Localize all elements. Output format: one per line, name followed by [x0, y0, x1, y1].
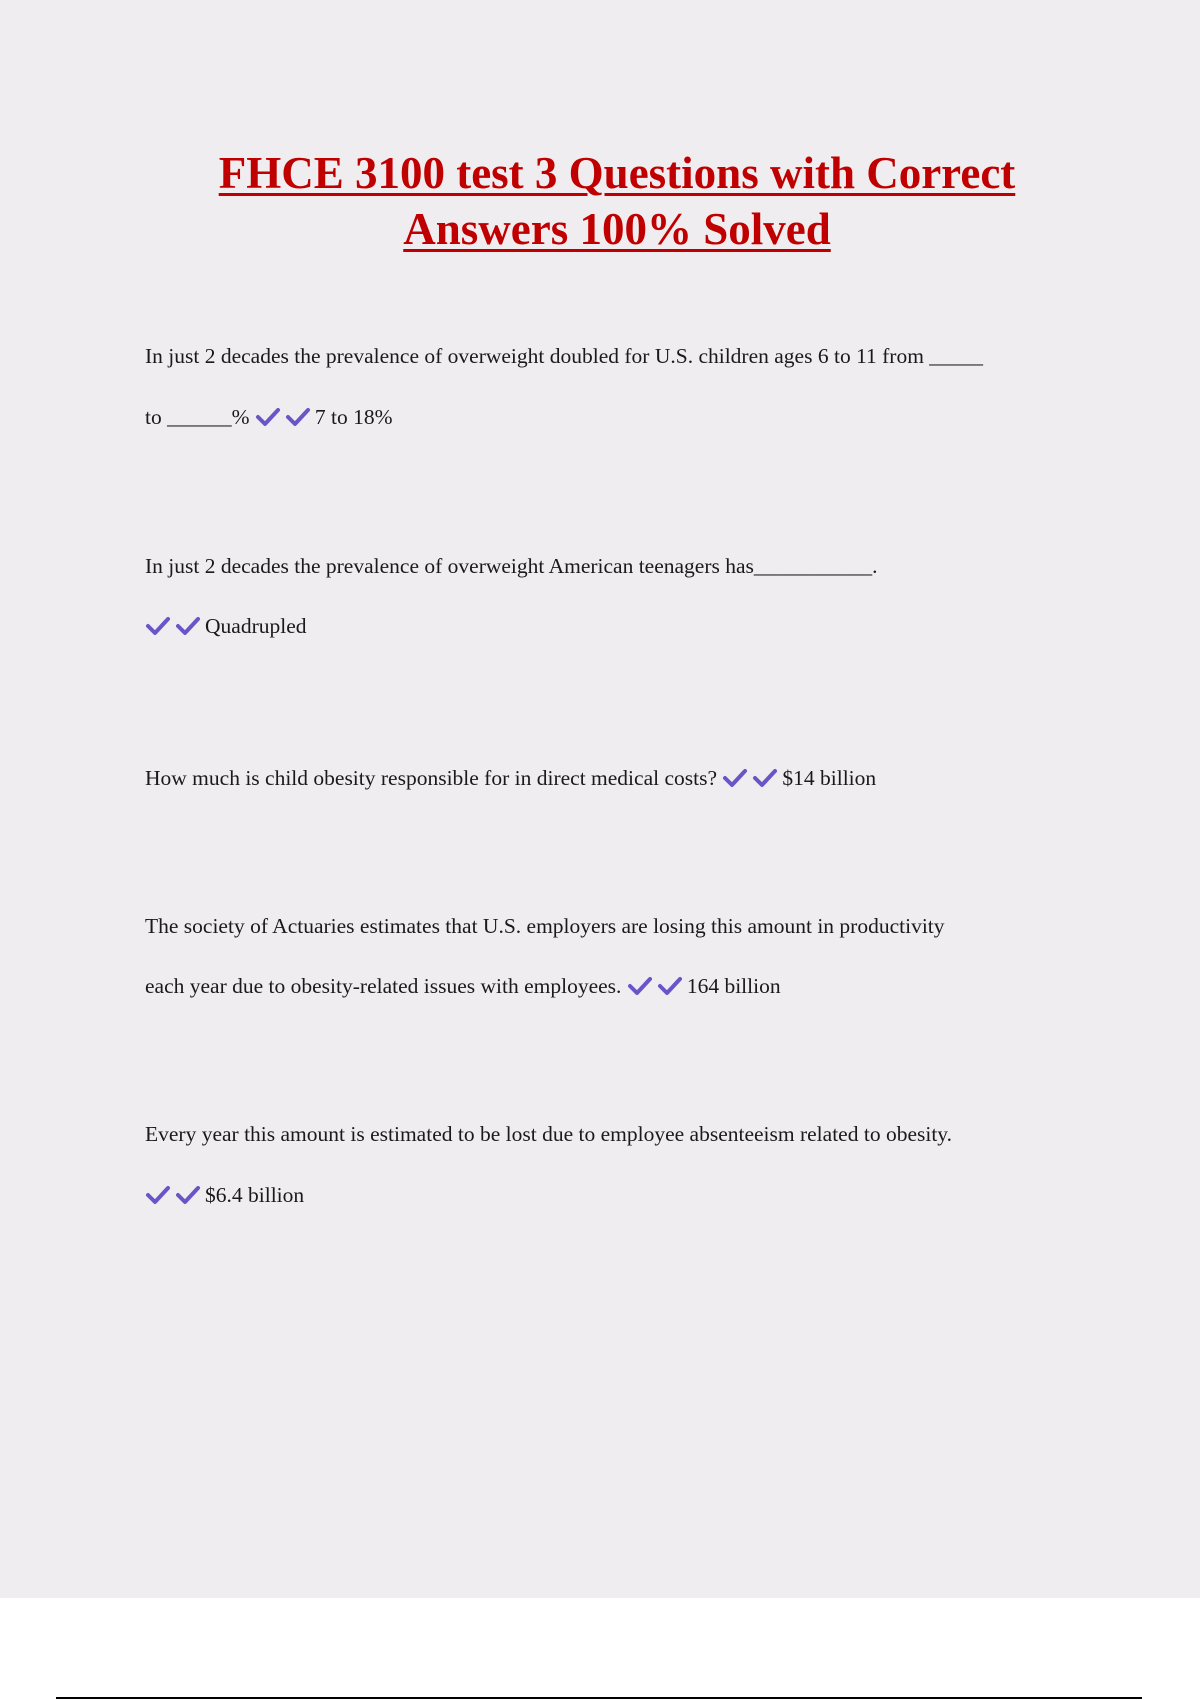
question-3-line — [145, 766, 876, 791]
checkmark-icon — [752, 766, 782, 788]
footer-divider — [56, 1697, 1142, 1699]
question-2-text: In just 2 decades the prevalence of overweight American teenagers has___________. — [145, 554, 878, 578]
checkmark-icon — [285, 405, 315, 427]
checkmark-icon — [627, 974, 657, 996]
question-4-text-cont: each year due to obesity-related issues with employees. — [145, 974, 622, 998]
checkmark-icon — [175, 614, 205, 636]
question-1-text-cont: to ______% — [145, 405, 250, 429]
title-line-2: Answers 100% Solved — [403, 204, 831, 254]
question-3-text: How much is child obesity responsible for in direct medical costs? — [145, 766, 718, 790]
question-2-answer: Quadrupled — [205, 614, 307, 638]
question-1-answer-line — [145, 405, 393, 430]
checkmark-icon — [175, 1183, 205, 1205]
question-5-text: Every year this amount is estimated to be lost due to employee absenteeism related to obesity. — [145, 1122, 953, 1146]
question-4-answer: 164 billion — [686, 974, 781, 998]
question-3-answer: $14 billion — [782, 766, 877, 790]
question-1-text: In just 2 decades the prevalence of overweight doubled for U.S. children ages 6 to 11 from _____ — [145, 344, 984, 368]
question-4-text: The society of Actuaries estimates that U.S. employers are losing this amount in productivity — [145, 914, 945, 938]
checkmark-icon — [657, 974, 687, 996]
checkmark-icon — [255, 405, 285, 427]
document-title — [150, 145, 1084, 257]
question-5-answer: $6.4 billion — [205, 1183, 305, 1207]
question-4-answer-line — [145, 974, 781, 999]
question-2-answer-line — [145, 614, 307, 639]
checkmark-icon — [722, 766, 752, 788]
question-1-answer: 7 to 18% — [314, 405, 393, 429]
question-5-answer-line — [145, 1183, 304, 1208]
checkmark-icon — [145, 614, 175, 636]
title-line-1: FHCE 3100 test 3 Questions with Correct — [218, 148, 1016, 198]
checkmark-icon — [145, 1183, 175, 1205]
